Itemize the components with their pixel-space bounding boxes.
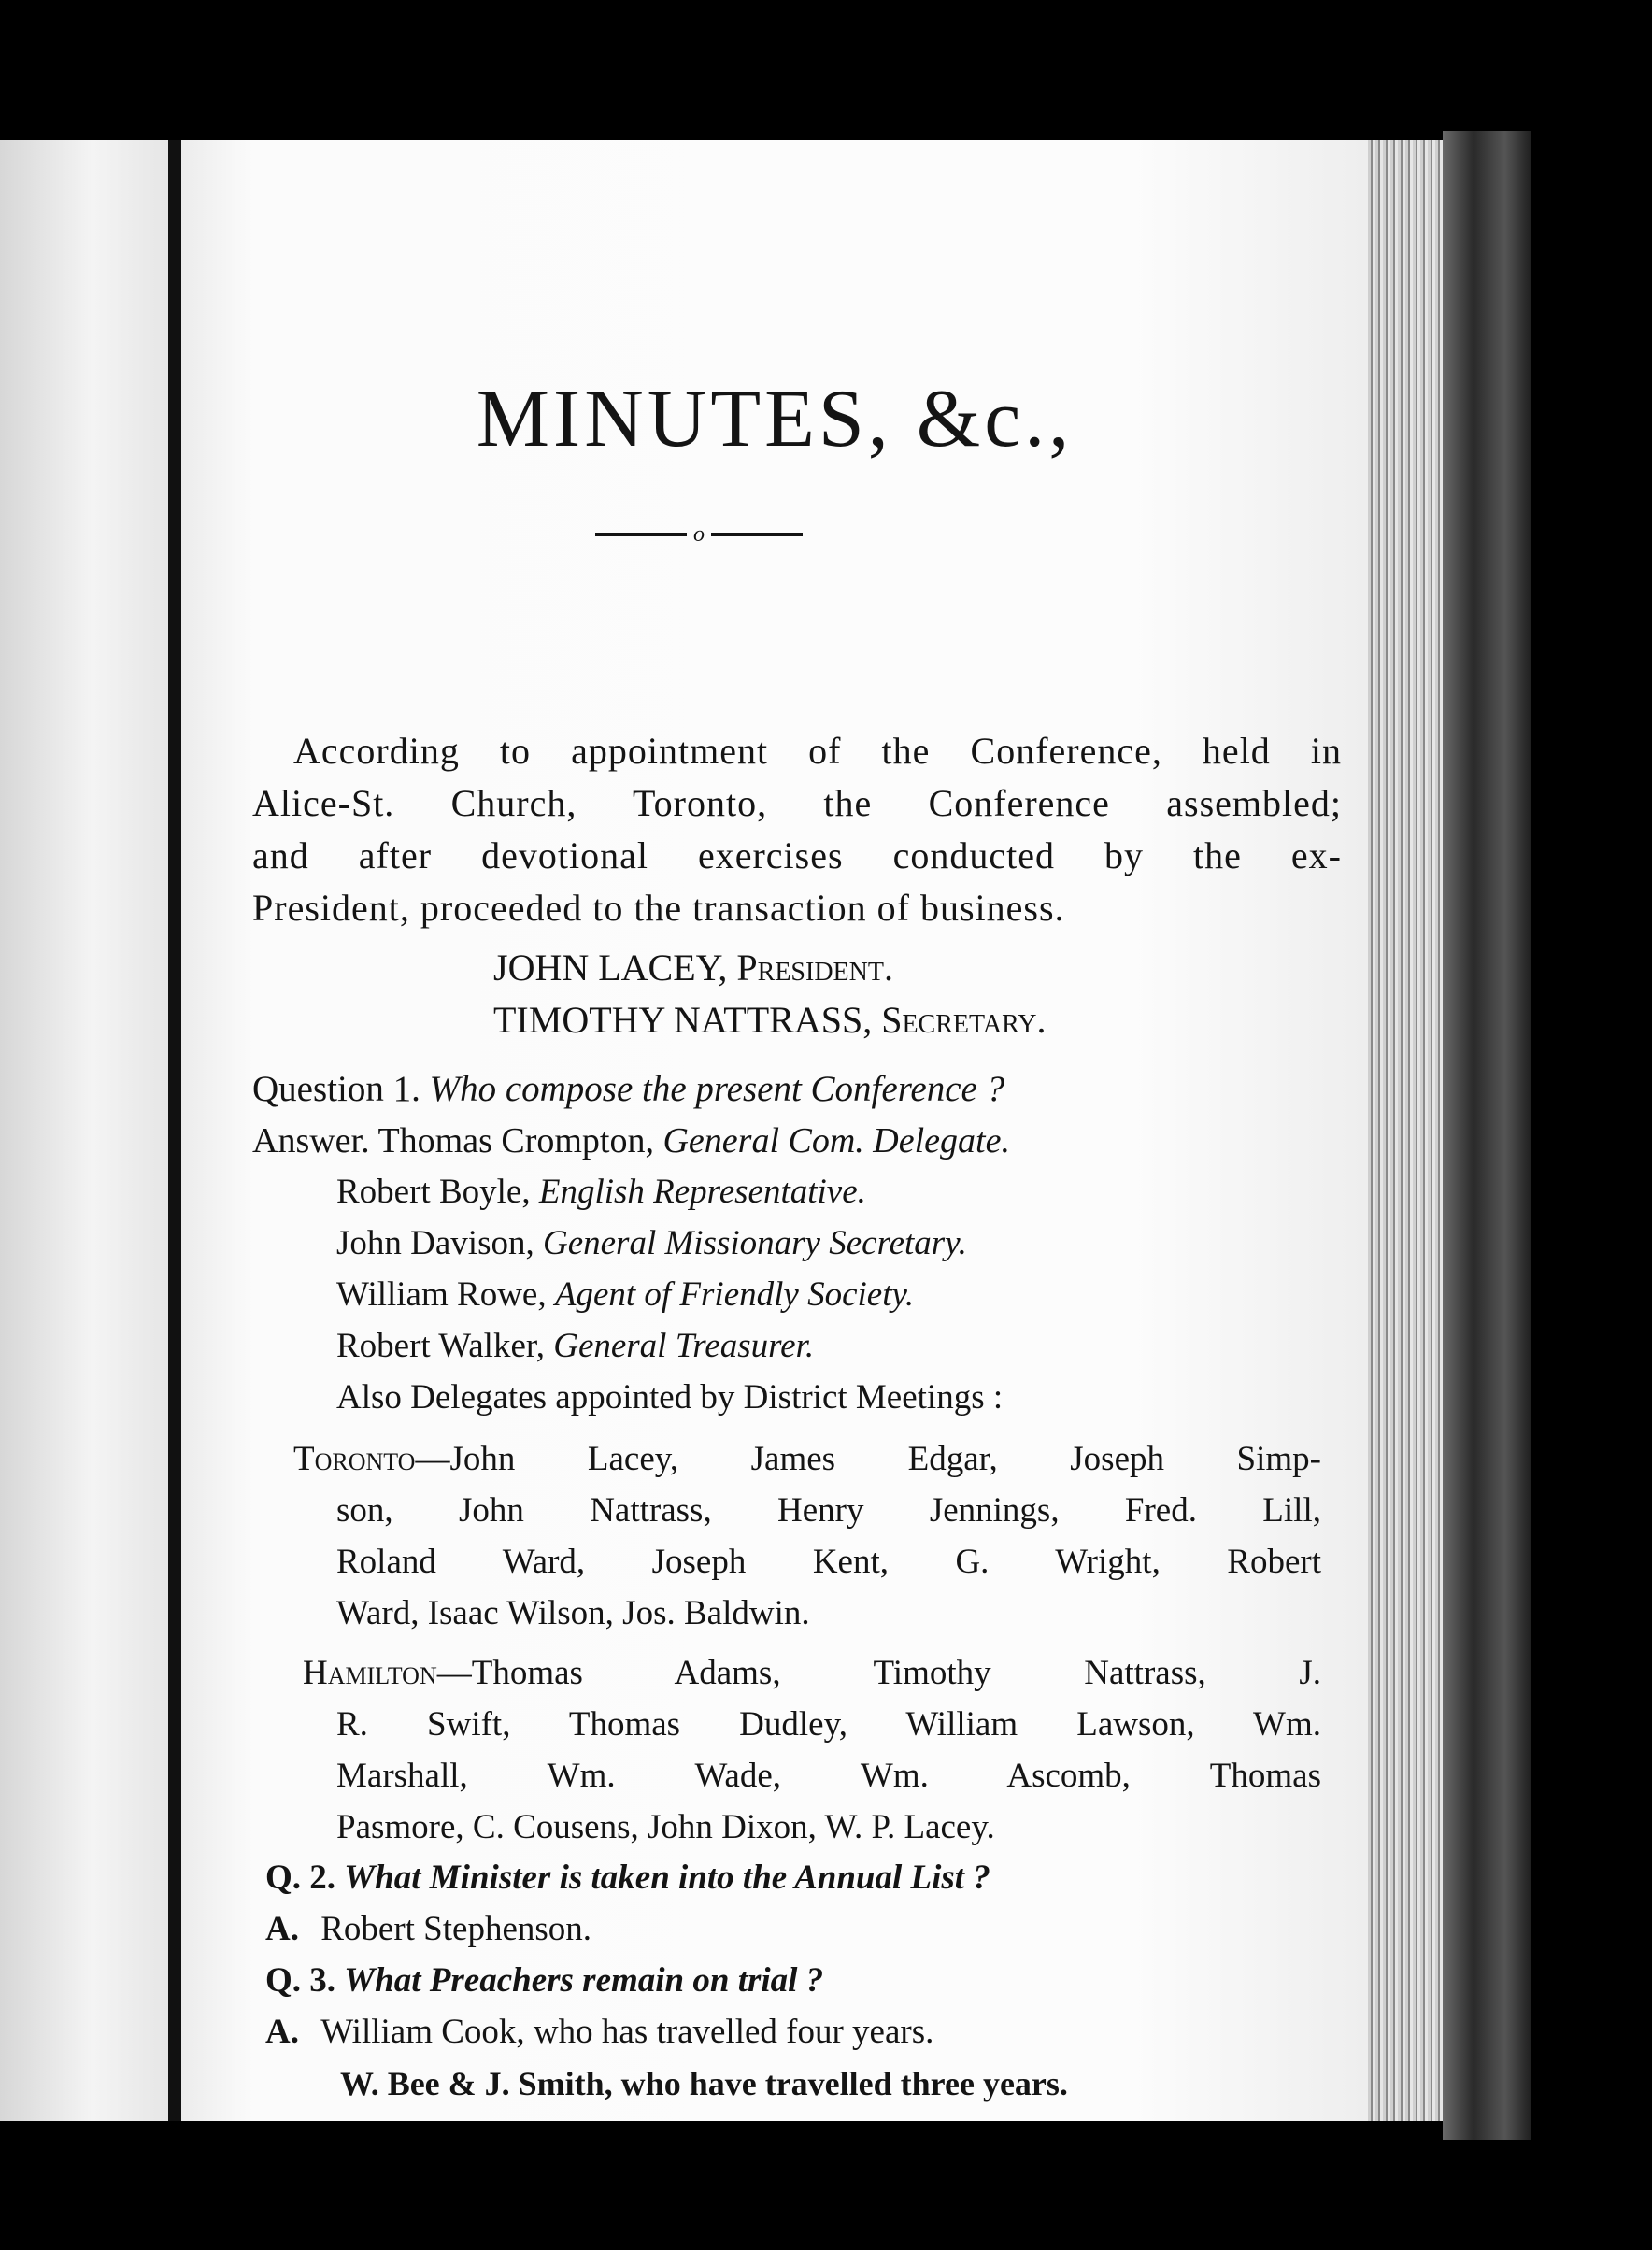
- toronto-line: son, John Nattrass, Henry Jennings, Fred. Lill,: [336, 1491, 1321, 1530]
- intro-line-3: and after devotional exercises conducted by the ex-: [252, 834, 1342, 876]
- member-name: John Davison,: [336, 1224, 534, 1262]
- answer-label: A.: [265, 2013, 299, 2051]
- question-label: Q. 3.: [265, 1961, 336, 2000]
- officer-role: President.: [736, 947, 893, 989]
- title-divider: [595, 520, 803, 548]
- answer-text: Robert Stephenson.: [320, 1910, 592, 1948]
- question-text: What Minister is taken into the Annual List ?: [344, 1858, 990, 1897]
- divider-mark: o: [693, 522, 705, 547]
- book-cover-edge: [1443, 131, 1531, 2140]
- question-3: [265, 1957, 823, 2005]
- question-1: [252, 1065, 1004, 1114]
- question-label: Q. 2.: [265, 1858, 336, 1897]
- hamilton-line: Marshall, Wm. Wade, Wm. Ascomb, Thomas: [336, 1757, 1321, 1795]
- page-gutter: [168, 140, 181, 2121]
- intro-line-1: According to appointment of the Conference, held in: [293, 730, 1342, 772]
- district-name: Toronto: [293, 1440, 416, 1478]
- page-block-edges: [1368, 140, 1443, 2121]
- toronto-line: Ward, Isaac Wilson, Jos. Baldwin.: [336, 1594, 810, 1632]
- member-name: Thomas Crompton,: [377, 1121, 654, 1161]
- left-page-edge: [0, 140, 168, 2121]
- intro-line-4: President, proceeded to the transaction of business.: [252, 887, 1065, 929]
- hamilton-first-line: Hamilton—Thomas Adams, Timothy Nattrass, J.: [303, 1654, 1321, 1692]
- member-role: General Treasurer.: [553, 1327, 815, 1365]
- officer-role: Secretary.: [881, 999, 1047, 1041]
- document-page: [181, 140, 1368, 2121]
- answer-label: A.: [265, 1910, 299, 1948]
- member-name: Robert Boyle,: [336, 1173, 531, 1211]
- member-line: [336, 1271, 914, 1319]
- question-2: [265, 1854, 990, 1902]
- officer-name: JOHN LACEY,: [493, 947, 728, 989]
- toronto-line: Roland Ward, Joseph Kent, G. Wright, Robert: [336, 1543, 1321, 1581]
- member-line: [336, 1219, 967, 1268]
- page-title: MINUTES, &c.,: [476, 374, 1074, 464]
- question-text: What Preachers remain on trial ?: [344, 1961, 824, 2000]
- member-line: [336, 1322, 814, 1371]
- intro-line-2: Alice-St. Church, Toronto, the Conference assembled;: [252, 782, 1342, 824]
- answer-1: [252, 1117, 1010, 1165]
- toronto-first-line: Toronto—John Lacey, James Edgar, Joseph Simp-: [293, 1440, 1321, 1478]
- delegates-intro: Also Delegates appointed by District Meetings :: [336, 1378, 1004, 1417]
- answer-2: [265, 1905, 591, 1954]
- member-line: [336, 1168, 866, 1217]
- member-name: Robert Walker,: [336, 1327, 545, 1365]
- question-text: Who compose the present Conference ?: [429, 1069, 1005, 1109]
- answer-text: William Cook, who has travelled four years.: [320, 2013, 934, 2051]
- question-label: Question 1.: [252, 1069, 420, 1109]
- member-role: Agent of Friendly Society.: [554, 1275, 915, 1314]
- answer-3-continued: W. Bee & J. Smith, who have travelled three years.: [340, 2065, 1068, 2102]
- officer-secretary: [493, 996, 1046, 1045]
- member-role: General Com. Delegate.: [662, 1121, 1010, 1161]
- officer-name: TIMOTHY NATTRASS,: [493, 999, 873, 1041]
- officer-president: [493, 944, 893, 992]
- member-name: William Rowe,: [336, 1275, 547, 1314]
- district-name: Hamilton: [303, 1654, 437, 1692]
- hamilton-line: Pasmore, C. Cousens, John Dixon, W. P. Lacey.: [336, 1808, 995, 1846]
- answer-3: [265, 2008, 933, 2057]
- answer-label: Answer.: [252, 1121, 370, 1161]
- hamilton-line: R. Swift, Thomas Dudley, William Lawson, Wm.: [336, 1705, 1321, 1744]
- member-role: General Missionary Secretary.: [542, 1224, 967, 1262]
- member-role: English Representative.: [538, 1173, 866, 1211]
